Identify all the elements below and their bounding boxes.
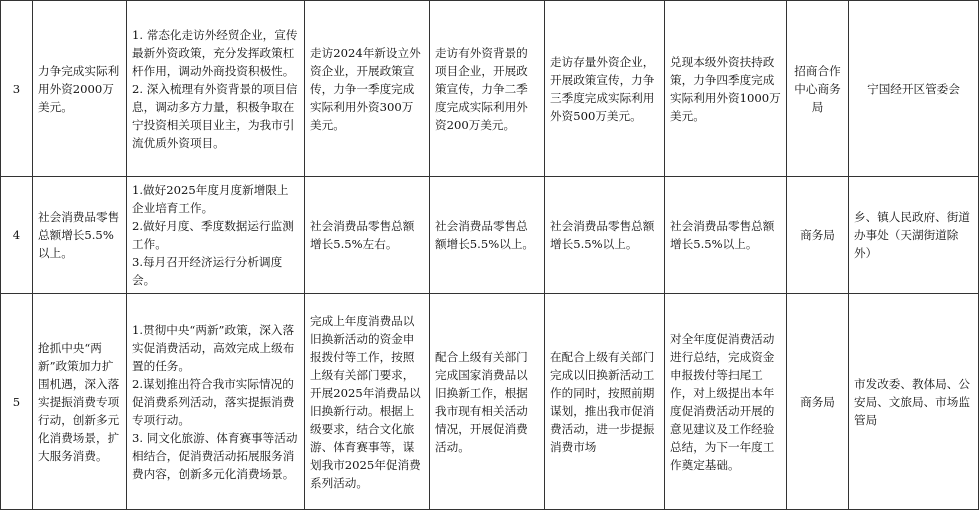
- lead-unit-cell: 商务局: [787, 294, 849, 510]
- measure-item: 3. 同文化旅游、体育赛事等活动相结合，促消费活动拓展服务消费内容，创新多元化消费场景。: [132, 430, 298, 481]
- row-number: 3: [1, 1, 33, 177]
- lead-unit-cell: 招商合作中心商务局: [787, 1, 849, 177]
- coop-unit-cell: 市发改委、教体局、公安局、文旅局、市场监管局: [849, 294, 979, 510]
- measure-item: 3.每月召开经济运行分析调度会。: [132, 255, 283, 287]
- row-number: 4: [1, 177, 33, 294]
- q4-target-cell: 社会消费品零售总额增长5.5%以上。: [665, 177, 787, 294]
- measure-item: 1. 常态化走访外经贸企业，宣传最新外资政策，充分发挥政策杠杆作用，调动外商投资积极性。: [132, 27, 298, 78]
- row-number: 5: [1, 294, 33, 510]
- q1-target-cell: 社会消费品零售总额增长5.5%左右。: [305, 177, 430, 294]
- measures-cell: [127, 1, 305, 177]
- measure-item: 2.做好月度、季度数据运行监测工作。: [132, 219, 294, 251]
- goal-cell: 力争完成实际利用外资2000万美元。: [33, 1, 127, 177]
- q2-target-cell: 社会消费品零售总额增长5.5%以上。: [430, 177, 545, 294]
- q1-target-cell: 走访2024年新设立外资企业，开展政策宣传，力争一季度完成实际利用外资300万美元。: [305, 1, 430, 177]
- measures-cell: [127, 177, 305, 294]
- q3-target-cell: 在配合上级有关部门完成以旧换新活动工作的同时，按照前期谋划，推出我市促消费活动，进一步提振消费市场: [545, 294, 665, 510]
- measure-item: 2.谋划推出符合我市实际情况的促消费系列活动，落实提振消费专项行动。: [132, 376, 295, 427]
- goal-cell: 社会消费品零售总额增长5.5%以上。: [33, 177, 127, 294]
- q4-target-cell: 对全年度促消费活动进行总结，完成资金申报拨付等扫尾工作，对上级提出本年度促消费活动开展的意见建议及工作经验总结，为下一年度工作奠定基础。: [665, 294, 787, 510]
- coop-unit-cell: 宁国经开区管委会: [849, 1, 979, 177]
- measure-item: 2. 深入梳理有外资背景的项目信息，调动多方力量，积极争取在宁投资相关项目业主，为我市引流优质外资项目。: [132, 81, 298, 150]
- q2-target-cell: 走访有外资背景的项目企业，开展政策宣传，力争二季度完成实际利用外资200万美元。: [430, 1, 545, 177]
- lead-unit-cell: 商务局: [787, 177, 849, 294]
- q2-target-cell: 配合上级有关部门完成国家消费品以旧换新工作，根据我市现有相关活动情况，开展促消费活动。: [430, 294, 545, 510]
- coop-unit-cell: 乡、镇人民政府、街道办事处（天湖街道除外）: [849, 177, 979, 294]
- measure-item: 1.贯彻中央“两新”政策，深入落实促消费活动，高效完成上级布置的任务。: [132, 322, 295, 373]
- goal-cell: 抢抓中央“两新”政策加力扩围机遇，深入落实提振消费专项行动，创新多元化消费场景，扩大服务消费。: [33, 294, 127, 510]
- measures-cell: [127, 294, 305, 510]
- table-row: [1, 177, 979, 294]
- q4-target-cell: 兑现本级外资扶持政策，力争四季度完成实际利用外资1000万美元。: [665, 1, 787, 177]
- table-row: [1, 1, 979, 177]
- table-row: [1, 294, 979, 510]
- measure-item: 1.做好2025年度月度新增限上企业培育工作。: [132, 183, 289, 215]
- q3-target-cell: 走访存量外资企业，开展政策宣传，力争三季度完成实际利用外资500万美元。: [545, 1, 665, 177]
- q1-target-cell: 完成上年度消费品以旧换新活动的资金申报拨付等工作，按照上级有关部门要求，开展2025年消费品以旧换新行动。根据上级要求，结合文化旅游、体育赛事等，谋划我市2025年促消费系列活动。: [305, 294, 430, 510]
- q3-target-cell: 社会消费品零售总额增长5.5%以上。: [545, 177, 665, 294]
